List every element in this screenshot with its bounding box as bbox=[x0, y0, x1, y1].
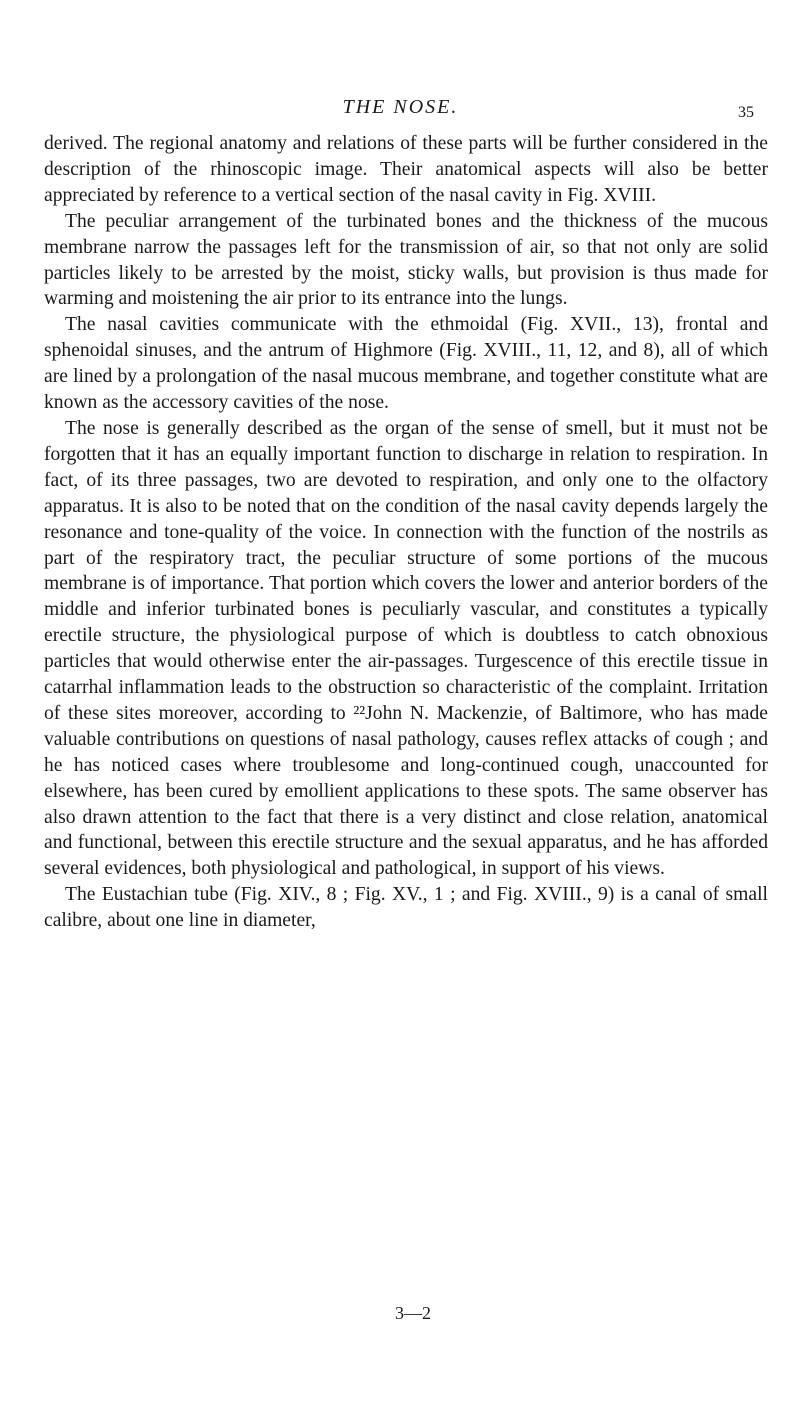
running-title: THE NOSE. bbox=[342, 96, 459, 118]
signature-mark: 3—2 bbox=[395, 1303, 431, 1323]
paragraph-turbinated-bones: The peculiar arrangement of the turbinated bones and the thickness of the mucous membrane narrow the passages left for the transmission of air, so that not only are solid particles likely to be arrested by the moist, sticky walls, but provision is thus made for warming and moistening the air prior to its entrance into the lungs. bbox=[44, 210, 768, 310]
page-number: 35 bbox=[738, 104, 754, 121]
body-text bbox=[44, 131, 768, 934]
paragraph-accessory-cavities: The nasal cavities communicate with the ethmoidal (Fig. XVII., 13), frontal and sphenoidal sinuses, and the antrum of Highmore (Fig. XVIII., 11, 12, and 8), all of which are lined by a prolongation of the nasal mucous membrane, and together constitute what are known as the accessory cavities of the nose. bbox=[44, 314, 768, 414]
paragraph-nose-function: The nose is generally described as the organ of the sense of smell, but it must not be forgotten that it has an equally important function to discharge in relation to respiration. In fact, of its three passages, two are devoted to respiration, and only one to the olfactory apparatus. It is also to be noted that on the condition of the nasal cavity depends largely the resonance and tone-quality of the voice. In connection with the function of the nostrils as part of the respiratory tract, the peculiar structure of some portions of the mucous membrane is of importance. That portion which covers the lower and anterior borders of the middle and inferior turbinated bones is peculiarly vascular, and constitutes a typically erectile structure, the physiological purpose of which is doubtless to catch obnoxious particles that would otherwise enter the air-passages. Turgescence of this erectile tissue in catarrhal inflammation leads to the obstruction so characteristic of the complaint. Irritation of these sites moreover, according to ²²John N. Mackenzie, of Baltimore, who has made valuable contributions on questions of nasal pathology, causes reflex attacks of cough ; and he has noticed cases where troublesome and long-continued cough, unaccounted for elsewhere, has been cured by emollient applications to these spots. The same observer has also drawn attention to the fact that there is a very distinct and close relation, anatomical and functional, between this erectile structure and the sexual apparatus, and he has afforded several evidences, both physiological and pathological, in support of his views. bbox=[44, 417, 768, 880]
paragraph-eustachian-tube: The Eustachian tube (Fig. XIV., 8 ; Fig. XV., 1 ; and Fig. XVIII., 9) is a canal of small calibre, about one line in diameter, bbox=[44, 884, 768, 932]
paragraph-continued: derived. The regional anatomy and relations of these parts will be further considered in the description of the rhinoscopic image. Their anatomical aspects will also be better appreciated by reference to a vertical section of the nasal cavity in Fig. XVIII. bbox=[44, 133, 768, 206]
